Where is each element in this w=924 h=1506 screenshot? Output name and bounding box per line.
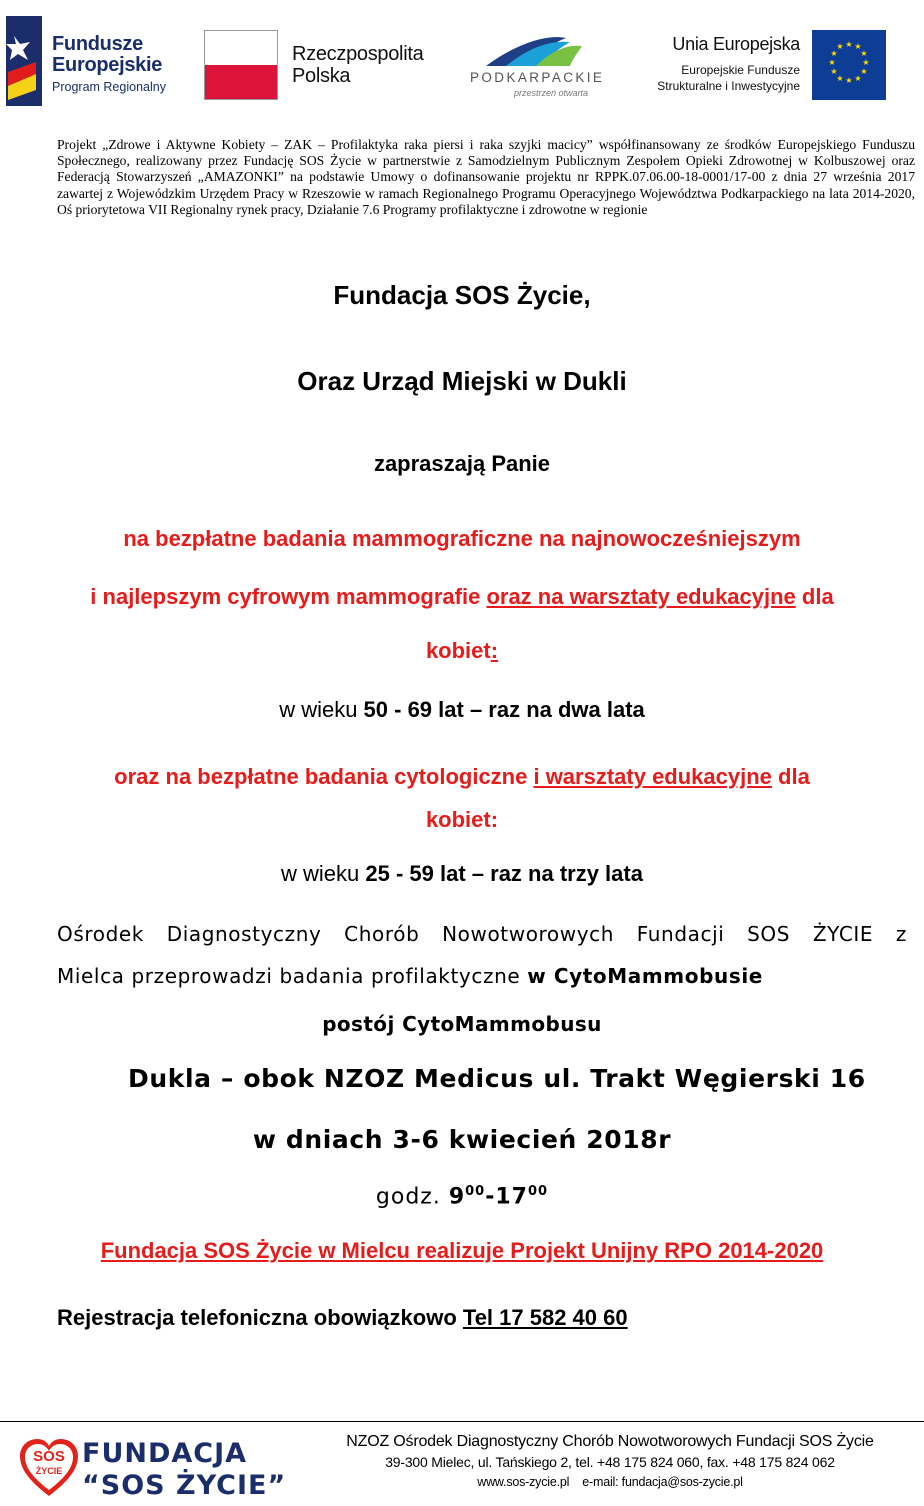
footer-info3: www.sos-zycie.pl e-mail: fundacja@sos-zycie.pl <box>477 1475 743 1489</box>
logo-sos-word: SOS <box>33 1448 65 1465</box>
fundusze-europejskie-logo <box>6 16 176 108</box>
hours-start-sup: 00 <box>465 1184 486 1199</box>
offer2-line1-text: oraz na bezpłatne badania cytologiczne <box>114 764 534 789</box>
fundusze-line3: Program Regionalny <box>52 80 166 94</box>
stop-label: postój CytoMammobusu <box>322 1012 602 1036</box>
ue-line1: Unia Europejska <box>672 34 800 54</box>
offer1-line2-text: i najlepszym cyfrowym mammografie <box>90 584 487 609</box>
offer2-line1-end: dla <box>771 764 810 789</box>
hours-dash: - <box>485 1184 496 1210</box>
podkarpackie-name: PODKARPACKIE <box>470 70 605 85</box>
rzeczpospolita-logo <box>204 30 424 102</box>
rp-line2: Polska <box>292 64 351 87</box>
fundusze-line2: Europejskie <box>52 54 163 76</box>
workshop-link-2: i warsztaty edukacyjne <box>533 764 772 789</box>
svg-text:★: ★ <box>828 58 836 67</box>
heading-fundacja: Fundacja SOS Życie, <box>333 280 591 310</box>
eu-flag-icon <box>812 30 886 100</box>
logo-zycie-word: ŻYCIE <box>35 1466 63 1476</box>
hours-start: 9 <box>448 1184 466 1210</box>
svg-text:★: ★ <box>845 40 853 49</box>
polish-flag-icon <box>204 30 278 100</box>
svg-text:★: ★ <box>830 49 838 58</box>
podkarpackie-tagline: przestrzeń otwarta <box>514 88 589 98</box>
age2-prefix: w wieku <box>281 861 366 886</box>
workshop-link-1: oraz na warsztaty edukacyjne <box>486 584 796 609</box>
fundacja-name <box>82 1438 286 1502</box>
offer1-colon: : <box>490 638 499 663</box>
registration-label: Rejestracja telefoniczna obowiązkowo <box>57 1305 463 1330</box>
project-intro-paragraph: Projekt „Zdrowe i Aktywne Kobiety – ZAK – Profilaktyka raka piersi i raka szyjki macicy” współfinansowany ze środków Europejskiego Funduszu Społecznego, realizowany przez Fundację SOS Życie w partnerstwie z Samodzielnym Publicznym Zespołem Opieki Zdrowotnej w Kolbuszowej oraz Federacją Stowarzyszeń „AMAZONKI” na podstawie Umowy o dofinansowanie projektu nr RPPK.07.06.00-18-0001/17-00 z dnia 27 września 2017 zawartej z Wojewódzkim Urzędem Pracy w Rzeszowie w ramach Regionalnego Programu Operacyjnego Województwa Podkarpackiego na lata 2014-2020, Oś priorytetowa VII Regionalny rynek pracy, Działanie 7.6 Programy profilaktyczne i zdrowotne w regionie <box>57 137 915 217</box>
project-link: Fundacja SOS Życie w Mielcu realizuje Projekt Unijny RPO 2014-2020 <box>100 1238 824 1263</box>
ue-line3: Strukturalne i Inwestycyjne <box>657 78 800 93</box>
svg-text:★: ★ <box>860 67 868 76</box>
registration-line <box>57 1305 628 1331</box>
fundusze-emblem-icon <box>6 16 50 106</box>
svg-text:★: ★ <box>836 42 844 51</box>
sos-zycie-heart-logo <box>18 1436 80 1500</box>
footer-info2: 39-300 Mielec, ul. Tańskiego 2, tel. +48 175 824 060, fax. +48 175 824 062 <box>385 1454 835 1470</box>
hours-prefix: godz. <box>375 1184 449 1210</box>
fundacja-line2: “SOS ŻYCIE” <box>82 1470 287 1501</box>
svg-text:★: ★ <box>862 58 870 67</box>
fundacja-line1: FUNDACJA <box>82 1438 248 1469</box>
podkarpackie-logo <box>466 30 606 102</box>
svg-text:★: ★ <box>854 42 862 51</box>
svg-text:★: ★ <box>830 67 838 76</box>
offer1-line2 <box>0 584 924 610</box>
offer1-kobiet: kobiet <box>425 638 491 663</box>
footer-divider <box>0 1421 924 1422</box>
svg-text:★: ★ <box>845 76 853 85</box>
age1-prefix: w wieku <box>279 697 364 722</box>
unia-europejska-logo <box>650 30 890 102</box>
hours-line <box>0 1184 924 1209</box>
age-group-1 <box>0 697 924 723</box>
location-line: Dukla – obok NZOZ Medicus ul. Trakt Węgierski 16 <box>128 1064 866 1093</box>
age1-value: 50 - 69 lat – raz na dwa lata <box>363 697 645 722</box>
rp-line1: Rzeczpospolita <box>292 43 424 65</box>
svg-text:★: ★ <box>860 49 868 58</box>
age-group-2 <box>0 861 924 887</box>
dates-line: w dniach 3-6 kwiecień 2018r <box>252 1125 672 1154</box>
phone-link: Tel 17 582 40 60 <box>462 1305 628 1330</box>
offer1-line2-end: dla <box>795 584 834 609</box>
heading-urzad: Oraz Urząd Miejski w Dukli <box>297 366 627 396</box>
svg-text:★: ★ <box>854 74 862 83</box>
footer-info1: NZOZ Ośrodek Diagnostyczny Chorób Nowotworowych Fundacji SOS Życie <box>346 1433 874 1450</box>
heading-zapraszaja: zapraszają Panie <box>373 451 551 476</box>
svg-text:★: ★ <box>836 74 844 83</box>
podkarpackie-hills-icon <box>466 30 606 70</box>
offer2-line2: kobiet: <box>425 807 499 832</box>
ue-line2: Europejskie Fundusze <box>681 63 800 77</box>
center-text1: Ośrodek Diagnostyczny Chorób Nowotworowych Fundacji SOS ŻYCIE z <box>57 922 907 946</box>
hours-end: 17 <box>495 1184 528 1210</box>
center-bold: w CytoMammobusie <box>527 964 763 988</box>
hours-end-sup: 00 <box>528 1184 549 1199</box>
offer1-line1: na bezpłatne badania mammograficzne na najnowocześniejszym <box>123 526 801 551</box>
center-text2: Mielca przeprowadzi badania profilaktyczne <box>57 964 528 988</box>
footer-contact <box>300 1432 920 1492</box>
offer2-line1 <box>0 764 924 790</box>
offer1-line3 <box>0 638 924 664</box>
diagnostic-center-paragraph <box>57 913 907 997</box>
age2-value: 25 - 59 lat – raz na trzy lata <box>365 861 643 886</box>
fundusze-line1: Fundusze <box>52 33 143 55</box>
